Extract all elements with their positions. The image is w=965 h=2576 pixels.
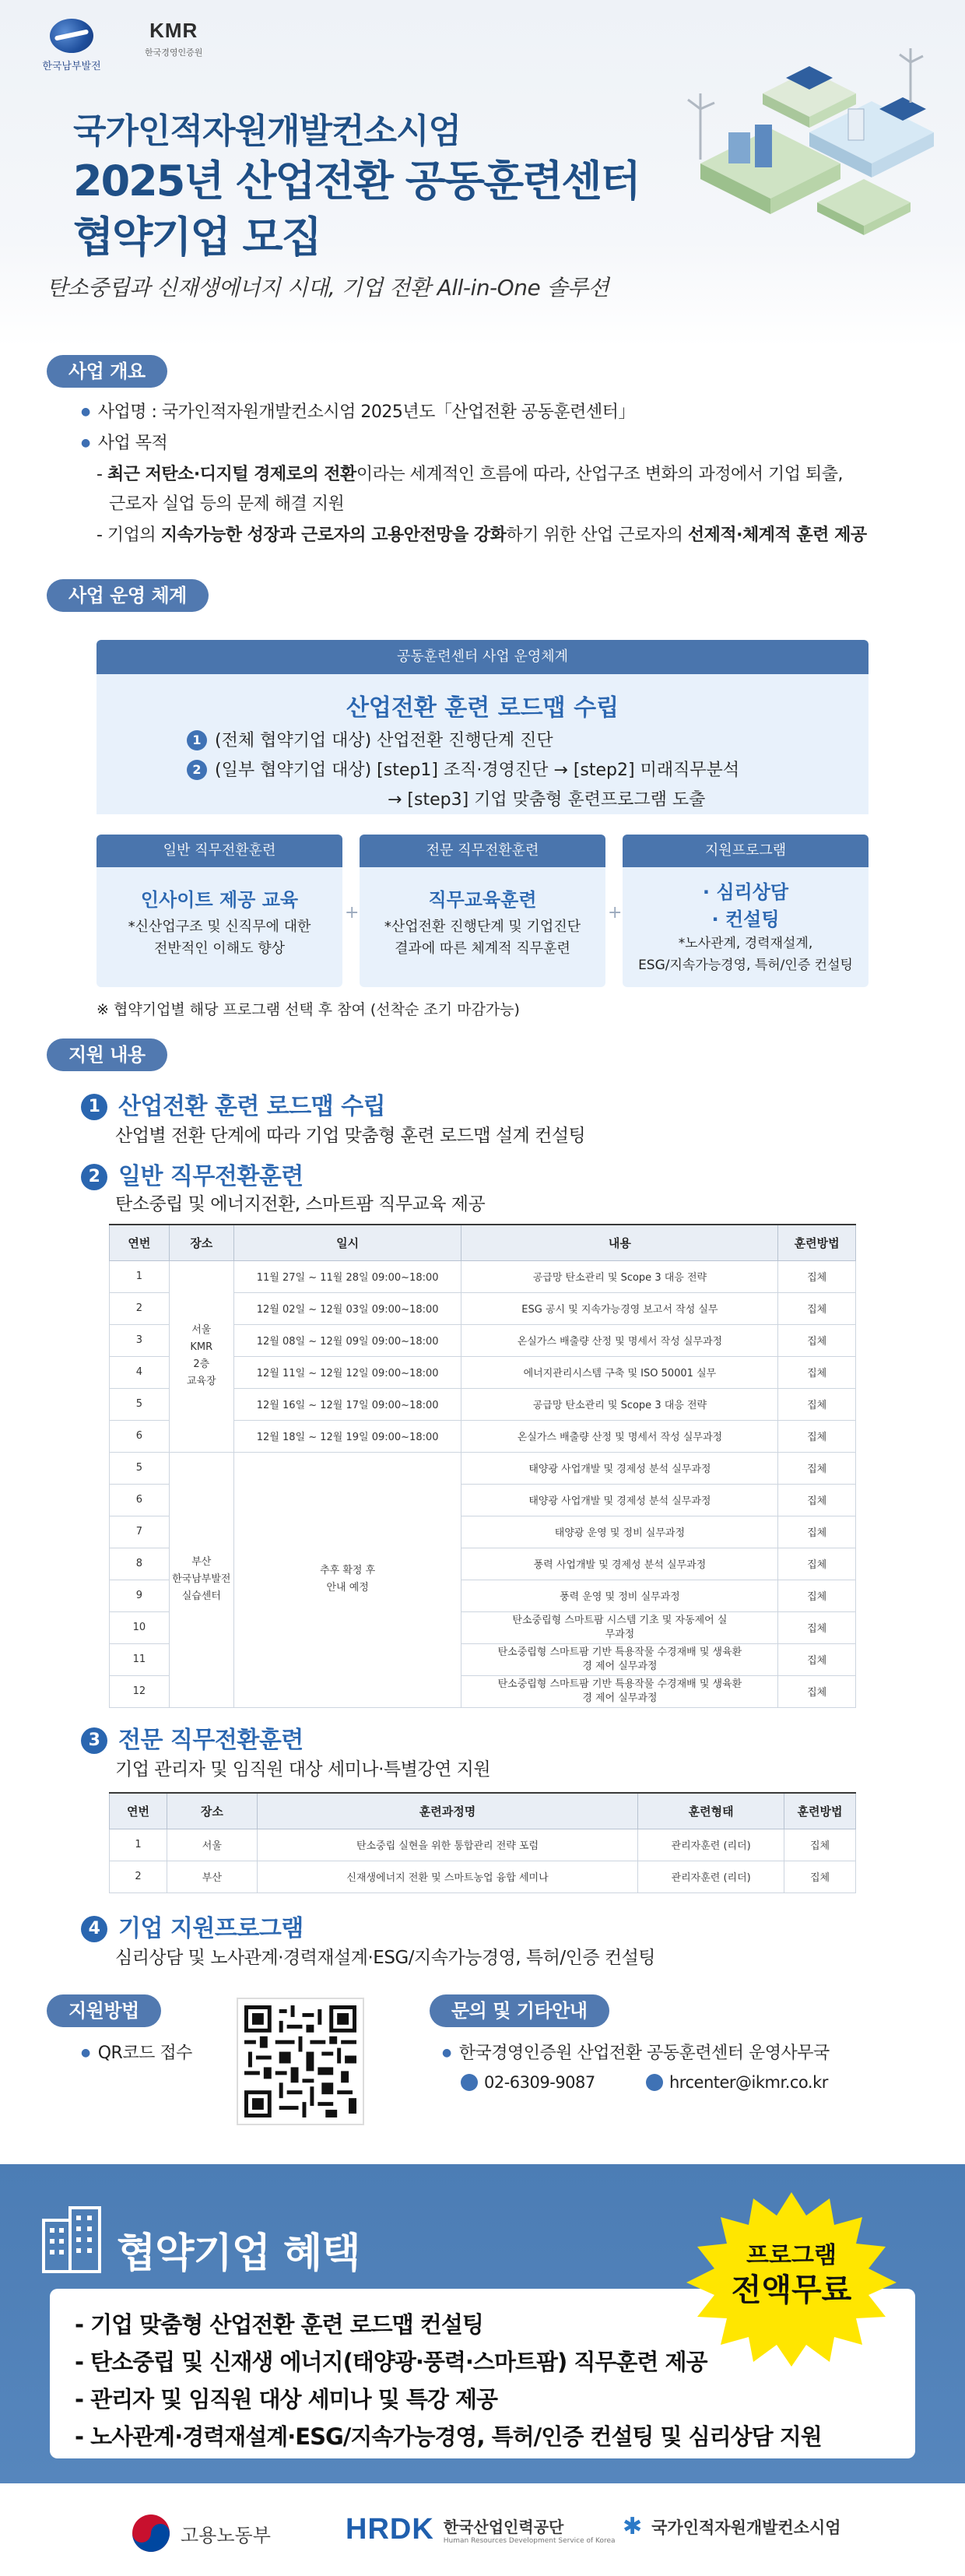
table-cell-date: 11월 27일 ~ 11월 28일 09:00~18:00 [233,1260,461,1292]
table-cell-no: 8 [110,1548,170,1580]
table-cell-no: 3 [110,1324,170,1356]
table-cell-method: 집체 [778,1548,856,1580]
table-row [110,1260,856,1292]
table-cell-no: 12 [110,1675,170,1707]
footer-logo-hrdk [346,2513,616,2546]
support-4-desc: 심리상담 및 노사관계·경력재설계·ESG/지속가능경영, 특허/인증 컨설팅 [115,1948,656,1968]
table-cell-date: 12월 08일 ~ 12월 09일 09:00~18:00 [233,1324,461,1356]
program-box-expert-head: 전문 직무전환훈련 [360,835,605,867]
plus-icon: + [345,903,360,923]
table-cell-content: 태양광 사업개발 및 경제성 분석 실무과정 [461,1452,778,1484]
support-1-number: 1 [81,1094,107,1120]
table-header-cell: 장소 [169,1225,233,1260]
program-box-expert-desc-2: 결과에 따른 체계적 직무훈련 [395,940,570,957]
table-cell-content: 풍력 사업개발 및 경제성 분석 실무과정 [461,1548,778,1580]
system-row-1-text: (전체 협약기업 대상) 산업전환 진행단계 진단 [215,731,553,750]
table-header-cell: 훈련과정명 [257,1793,637,1829]
footer-logo-consortium [623,2513,841,2540]
table-cell-method: 집체 [778,1516,856,1548]
table-row [110,1829,856,1861]
expert-training-table [109,1792,856,1893]
table-cell-content: 탄소중립형 스마트팜 기반 특용작물 수경재배 및 생육환경 제어 실무과정 [461,1675,778,1707]
step-1-badge: 1 [187,730,207,750]
title-line-1: 국가인적자원개발컨소시엄 [73,111,461,151]
footer-logo-moel [131,2513,271,2553]
table-cell-content: 탄소중립형 스마트팜 시스템 기초 및 자동제어 실무과정 [461,1611,778,1643]
kospo-logo [34,19,109,72]
support-2-title-text: 일반 직무전환훈련 [118,1163,304,1190]
program-box-general-title: 인사이트 제공 교육 [140,889,299,911]
table-cell-method: 집체 [778,1675,856,1707]
overview-purpose-2-b: 하기 위한 산업 근로자의 [506,525,688,545]
system-note: ※ 협약기업별 해당 프로그램 선택 후 참여 (선착순 조기 마감가능) [96,1001,520,1018]
place-line: 부산 [191,1556,212,1568]
benefit-item-2: - 탄소중립 및 신재생 에너지(태양광·풍력·스마트팜) 직무훈련 제공 [75,2349,707,2375]
table-cell-date: 12월 02일 ~ 12월 03일 09:00~18:00 [233,1292,461,1324]
table-cell-content: 풍력 운영 및 정비 실무과정 [461,1580,778,1611]
kmr-logo [145,19,202,58]
table-cell-no: 4 [110,1356,170,1388]
benefit-item-1: - 기업 맞춤형 산업전환 훈련 로드맵 컨설팅 [75,2311,483,2338]
date-line: 추후 확정 후 [320,1565,376,1576]
table-cell-method: 집체 [778,1580,856,1611]
support-2-desc: 탄소중립 및 에너지전환, 스마트팜 직무교육 제공 [115,1194,486,1214]
table-cell-method: 집체 [778,1643,856,1675]
table-cell-name: 탄소중립 실현을 위한 통합관리 전략 포럼 [257,1829,637,1861]
table-cell-no: 2 [110,1292,170,1324]
table-cell-content: 탄소중립형 스마트팜 기반 특용작물 수경재배 및 생육환경 제어 실무과정 [461,1643,778,1675]
table-cell-no: 1 [110,1829,167,1861]
system-row-2 [187,757,739,782]
title-line-2: 2025년 산업전환 공동훈련센터 [73,156,640,206]
table-cell-place-seoul [169,1260,233,1452]
footer-logo-hrdk-name: 한국산업인력공단 [443,2518,564,2536]
overview-purpose-1: - 최근 저탄소·디지털 경제로의 전환이라는 세계적인 흐름에 따라, 산업구조 변화의 과정에서 기업 퇴출, [96,465,844,484]
program-box-general-desc [96,916,342,960]
table-cell-type: 관리자훈련 (리더) [638,1829,784,1861]
program-box-general-desc-2: 전반적인 이해도 향상 [154,940,285,957]
mail-icon [646,2074,663,2091]
table-cell-content: 온실가스 배출량 산정 및 명세서 작성 실무과정 [461,1324,778,1356]
table-cell-method: 집체 [778,1292,856,1324]
program-box-support-desc-2: ESG/지속가능경영, 특허/인증 컨설팅 [638,958,853,973]
table-cell-method: 집체 [778,1484,856,1516]
contact-phone-number: 02-6309-9087 [484,2073,595,2092]
step-2-badge: 2 [187,760,207,780]
place-line: 실습센터 [181,1590,221,1602]
table-cell-content: 태양광 운영 및 정비 실무과정 [461,1516,778,1548]
support-2-title [81,1157,304,1193]
overview-purpose-1-bold: 최근 저탄소·디지털 경제로의 전환 [107,465,356,484]
table-cell-method: 집체 [778,1324,856,1356]
table-header-cell: 내용 [461,1225,778,1260]
table-row [110,1861,856,1892]
program-box-support-title-1: · 심리상담 [702,881,789,903]
qr-code-icon [244,2005,356,2117]
badge-line-1: 프로그램 [746,2242,837,2269]
system-row-1 [187,727,553,752]
table-cell-type: 관리자훈련 (리더) [638,1861,784,1892]
program-box-expert-desc [360,916,605,960]
program-box-support-head: 지원프로그램 [623,835,868,867]
table-cell-method: 집체 [778,1452,856,1484]
support-3-desc: 기업 관리자 및 임직원 대상 세미나·특별강연 지원 [115,1759,491,1780]
kospo-logo-mark-icon [50,19,93,53]
consortium-star-icon: ✱ [623,2513,643,2540]
benefit-item-4: - 노사관계·경력재설계·ESG/지속가능경영, 특허/인증 컨설팅 및 심리상담 지원 [75,2423,822,2450]
apply-qr-label: ● QR코드 접수 [81,2040,192,2064]
table-header-row [110,1793,856,1829]
section-pill-apply: 지원방법 [47,1994,161,2027]
table-row [110,1452,856,1484]
kmr-logo-name: 한국경영인증원 [145,47,203,58]
support-4-title [81,1909,304,1945]
energy-city-illustration-icon [654,31,949,265]
footer-logo-moel-name: 고용노동부 [181,2524,271,2546]
table-cell-date: 12월 18일 ~ 12월 19일 09:00~18:00 [233,1420,461,1452]
table-cell-content: 온실가스 배출량 산정 및 명세서 작성 실무과정 [461,1420,778,1452]
kmr-logo-mark: KMR [149,19,198,42]
support-1-title [81,1087,385,1123]
table-cell-method: 집체 [784,1829,856,1861]
support-3-title-text: 전문 직무전환훈련 [118,1727,304,1754]
table-header-row [110,1225,856,1260]
table-cell-no: 7 [110,1516,170,1548]
qr-code[interactable] [237,1998,364,2125]
table-cell-no: 2 [110,1861,167,1892]
system-head: 공동훈련센터 사업 운영체계 [96,640,868,674]
table-cell-method: 집체 [778,1420,856,1452]
table-cell-date: 12월 16일 ~ 12월 17일 09:00~18:00 [233,1388,461,1420]
system-title: 산업전환 훈련 로드맵 수립 [346,694,619,722]
header [0,0,965,346]
place-line: 서울 [191,1324,212,1336]
table-header-cell: 연번 [110,1225,170,1260]
table-header-cell: 훈련방법 [784,1793,856,1829]
support-4-title-text: 기업 지원프로그램 [118,1915,304,1942]
table-cell-content: 공급망 탄소관리 및 Scope 3 대응 전략 [461,1260,778,1292]
table-cell-place: 서울 [167,1829,257,1861]
table-cell-place-busan [169,1452,233,1707]
table-cell-content: ESG 공시 및 지속가능경영 보고서 작성 실무 [461,1292,778,1324]
slogan: 탄소중립과 신재생에너지 시대, 기업 전환 All-in-One 솔루션 [47,275,609,300]
building-icon [40,2205,103,2273]
support-4-number: 4 [81,1916,107,1942]
footer-logo-consortium-name: 국가인적자원개발컨소시엄 [651,2518,841,2537]
support-3-title [81,1720,304,1756]
table-cell-no: 10 [110,1611,170,1643]
footer-logo-hrdk-mark: HRDK [346,2513,434,2546]
footer-logo-hrdk-text [444,2514,616,2545]
table-cell-no: 6 [110,1484,170,1516]
kospo-logo-name: 한국남부발전 [42,61,101,72]
program-box-support-desc [623,933,868,976]
table-header-cell: 훈련방법 [778,1225,856,1260]
badge-line-2: 전액무료 [731,2272,852,2308]
program-box-support-desc-1: *노사관계, 경력재설계, [678,936,813,951]
table-cell-content: 태양광 사업개발 및 경제성 분석 실무과정 [461,1484,778,1516]
support-1-title-text: 산업전환 훈련 로드맵 수립 [118,1093,386,1120]
overview-purpose-1-rest: 이라는 세계적인 흐름에 따라, 산업구조 변화의 과정에서 기업 퇴출, [356,465,844,484]
table-cell-no: 5 [110,1452,170,1484]
section-pill-overview: 사업 개요 [47,355,167,388]
table-cell-date: 12월 11일 ~ 12월 12일 09:00~18:00 [233,1356,461,1388]
overview-purpose-label: ● 사업 목적 [81,430,167,454]
table-cell-no: 11 [110,1643,170,1675]
section-pill-contact: 문의 및 기타안내 [430,1994,609,2027]
overview-name-line: ● 사업명 : 국가인적자원개발컨소시엄 2025년도「산업전환 공동훈련센터」 [81,399,635,423]
support-2-number: 2 [81,1164,107,1190]
table-cell-no: 5 [110,1388,170,1420]
program-box-support-title-2: · 컨설팅 [711,908,780,930]
table-cell-method: 집체 [778,1611,856,1643]
table-cell-method: 집체 [778,1356,856,1388]
table-cell-content: 에너지관리시스템 구축 및 ISO 50001 실무 [461,1356,778,1388]
overview-purpose-1-cont: 근로자 실업 등의 문제 해결 지원 [109,494,345,514]
taegeuk-icon [131,2513,171,2553]
place-line: 교육장 [186,1376,216,1387]
footer-logo-hrdk-sub: Human Resources Development Service of Korea [443,2537,616,2545]
program-box-expert-desc-1: *산업전환 진행단계 및 기업진단 [384,919,581,935]
program-box-general-head: 일반 직무전환훈련 [96,835,342,867]
table-cell-name: 신재생에너지 전환 및 스마트농업 융합 세미나 [257,1861,637,1892]
table-cell-no: 9 [110,1580,170,1611]
support-1-desc: 산업별 전환 단계에 따라 기업 맞춤형 훈련 로드맵 설계 컨설팅 [115,1126,586,1146]
table-header-cell: 일시 [233,1225,461,1260]
general-training-table [109,1224,856,1708]
place-line: KMR [190,1341,213,1353]
table-cell-no: 6 [110,1420,170,1452]
phone-icon [461,2074,478,2091]
date-line: 안내 예정 [326,1582,369,1594]
program-box-expert [360,835,605,987]
header-logos [34,19,202,72]
place-line: 2층 [193,1358,210,1370]
contact-phone[interactable] [461,2071,595,2092]
overview-purpose-2 [96,522,867,546]
overview-purpose-2-bold-1: 지속가능한 성장과 근로자의 고용안전망을 강화 [160,525,507,545]
table-cell-place: 부산 [167,1861,257,1892]
table-cell-date-tbd [233,1452,461,1707]
table-cell-content: 공급망 탄소관리 및 Scope 3 대응 전략 [461,1388,778,1420]
program-box-general [96,835,342,987]
plus-icon: + [608,903,623,923]
section-pill-system: 사업 운영 체계 [47,579,209,612]
table-header-cell: 훈련형태 [638,1793,784,1829]
system-row-3: → [step3] 기업 맞춤형 훈련프로그램 도출 [388,790,706,810]
program-box-expert-title: 직무교육훈련 [428,889,537,911]
table-cell-method: 집체 [778,1388,856,1420]
table-header-cell: 연번 [110,1793,167,1829]
contact-email-address: hrcenter@ikmr.co.kr [669,2073,828,2092]
system-row-2-text: (일부 협약기업 대상) [step1] 조직·경영진단 → [step2] 미래직무분석 [215,761,740,780]
place-line: 한국남부발전 [172,1573,231,1585]
benefit-item-3: - 관리자 및 임직원 대상 세미나 및 특강 제공 [75,2386,498,2413]
table-cell-method: 집체 [784,1861,856,1892]
table-cell-method: 집체 [778,1260,856,1292]
table-cell-no: 1 [110,1260,170,1292]
program-box-support [623,835,868,987]
contact-email[interactable] [646,2071,828,2092]
contact-org: ● 한국경영인증원 산업전환 공동훈련센터 운영사무국 [442,2040,830,2064]
program-box-general-desc-1: *신산업구조 및 신직무에 대한 [128,919,311,935]
overview-purpose-2-a: - 기업의 [96,525,161,545]
support-3-number: 3 [81,1727,107,1754]
section-pill-support: 지원 내용 [47,1038,167,1071]
title-line-3: 협약기업 모집 [73,213,321,262]
benefits-title: 협약기업 혜택 [117,2230,360,2277]
table-header-cell: 장소 [167,1793,257,1829]
overview-purpose-2-bold-2: 선제적·체계적 훈련 제공 [687,525,867,545]
